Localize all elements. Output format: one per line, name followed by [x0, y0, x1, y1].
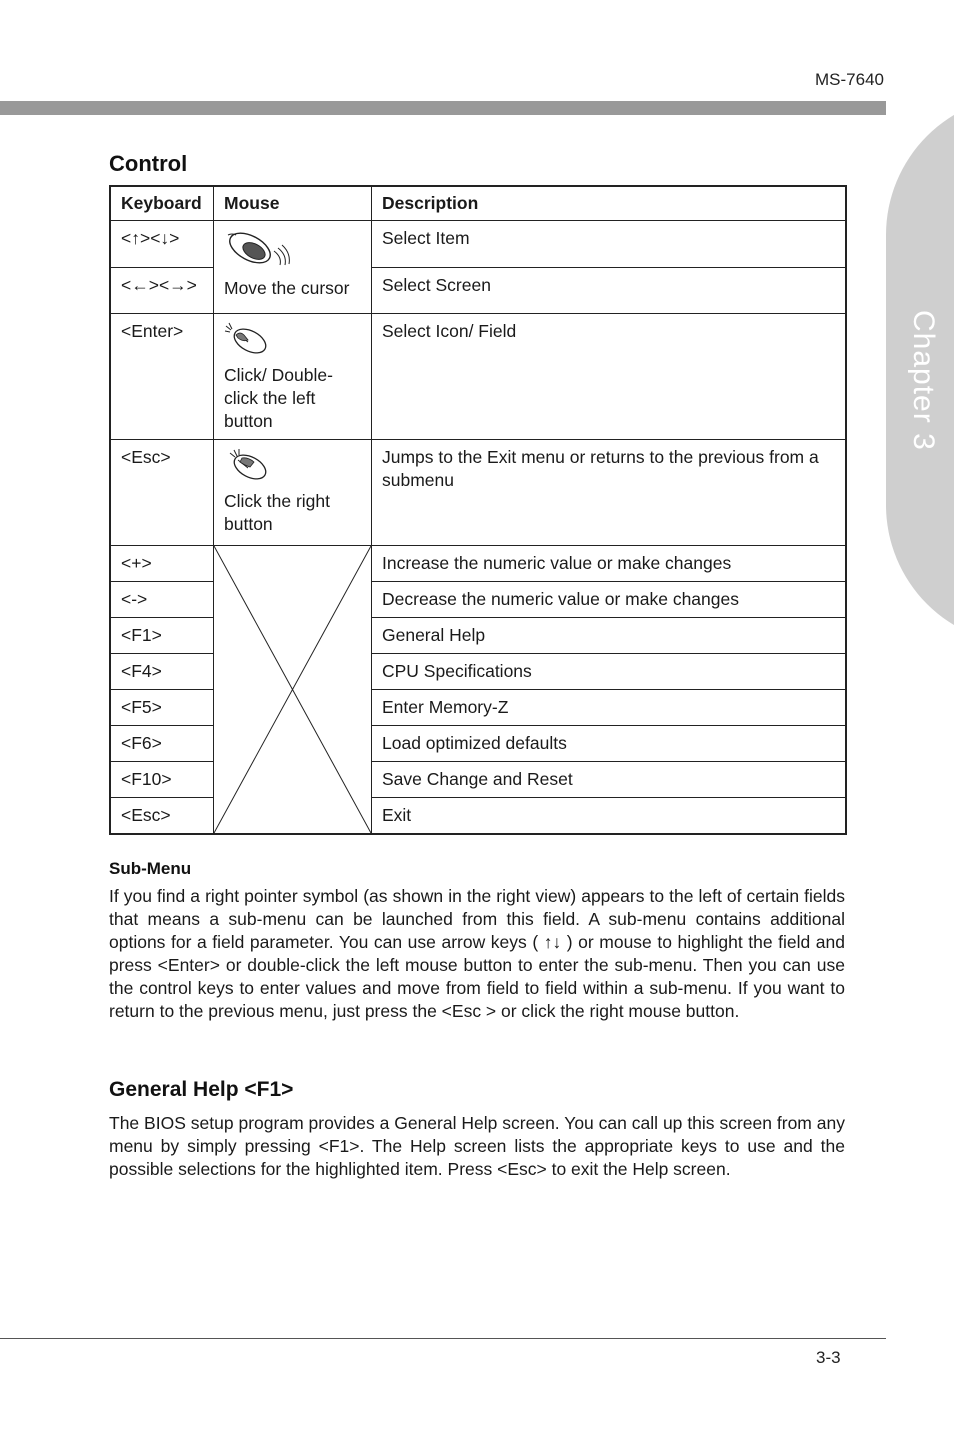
description-cell: CPU Specifications — [372, 654, 847, 690]
column-header-description: Description — [372, 186, 847, 221]
chapter-label: Chapter 3 — [907, 310, 940, 451]
mouse-action-label: Click/ Double-click the left button — [224, 365, 333, 431]
control-table — [109, 185, 847, 835]
key-cell: <F4> — [110, 654, 214, 690]
general-help-paragraph: The BIOS setup program provides a General Help screen. You can call up this screen from any menu by simply pressing <F1>. The Help screen lists the appropriate keys to use and the possible selections for the highlighted item. Press <Esc> to exit the Help screen. — [109, 1113, 845, 1179]
model-number: MS-7640 — [815, 70, 884, 89]
column-header-mouse: Mouse — [214, 186, 372, 221]
table-row — [110, 440, 846, 546]
description-cell: Save Change and Reset — [372, 762, 847, 798]
table-row — [110, 314, 846, 440]
mouse-action-label: Click the right button — [224, 491, 331, 534]
description-cell: Exit — [372, 798, 847, 835]
mouse-cell — [214, 314, 372, 440]
mouse-move-icon — [224, 229, 292, 269]
page-number: 3-3 — [816, 1348, 841, 1367]
key-cell: <+> — [110, 546, 214, 582]
column-header-keyboard: Keyboard — [110, 186, 214, 221]
general-help-heading: General Help <F1> — [109, 1078, 294, 1101]
mouse-action-label: Move the cursor — [224, 278, 350, 298]
footer-divider — [0, 1338, 886, 1339]
table-row — [110, 546, 846, 582]
key-cell: <Esc> — [110, 798, 214, 835]
mouse-left-click-icon — [224, 322, 274, 356]
key-cell: <Enter> — [110, 314, 214, 440]
cross-out-mark — [214, 546, 371, 833]
key-cell: <F1> — [110, 618, 214, 654]
key-cell: <←><→> — [110, 268, 214, 314]
description-cell: Select Screen — [372, 268, 847, 314]
key-cell: <F10> — [110, 762, 214, 798]
key-cell: <Esc> — [110, 440, 214, 546]
description-cell: Decrease the numeric value or make changes — [372, 582, 847, 618]
key-cell: <-> — [110, 582, 214, 618]
description-cell: Select Item — [372, 221, 847, 268]
description-cell: General Help — [372, 618, 847, 654]
sub-menu-paragraph: If you find a right pointer symbol (as shown in the right view) appears to the left of certain fields that means a sub-menu can be launched from this field. A sub-menu contains additional options for a field parameter. You can use arrow keys ( ↑↓ ) or mouse to highlight the field and press <Enter> or double-click the left mouse button to enter the sub-menu. Then you can use the control keys to enter values and move from field to field within a sub-menu. If you want to return to the previous menu, just press the <Esc > or click the right mouse button. — [109, 886, 845, 1021]
mouse-cell — [214, 440, 372, 546]
mouse-cell — [214, 221, 372, 314]
description-cell: Load optimized defaults — [372, 726, 847, 762]
description-cell: Enter Memory-Z — [372, 690, 847, 726]
table-row — [110, 221, 846, 268]
key-cell: <F5> — [110, 690, 214, 726]
mouse-right-click-icon — [224, 448, 274, 482]
description-cell: Increase the numeric value or make changes — [372, 546, 847, 582]
mouse-not-applicable-cell — [214, 546, 372, 835]
description-cell: Select Icon/ Field — [372, 314, 847, 440]
control-heading: Control — [109, 151, 188, 176]
key-cell: <↑><↓> — [110, 221, 214, 268]
key-cell: <F6> — [110, 726, 214, 762]
sub-menu-heading: Sub-Menu — [109, 859, 192, 878]
table-header-row — [110, 186, 846, 221]
description-cell: Jumps to the Exit menu or returns to the previous from a submenu — [372, 440, 847, 546]
header-bar — [0, 101, 886, 115]
